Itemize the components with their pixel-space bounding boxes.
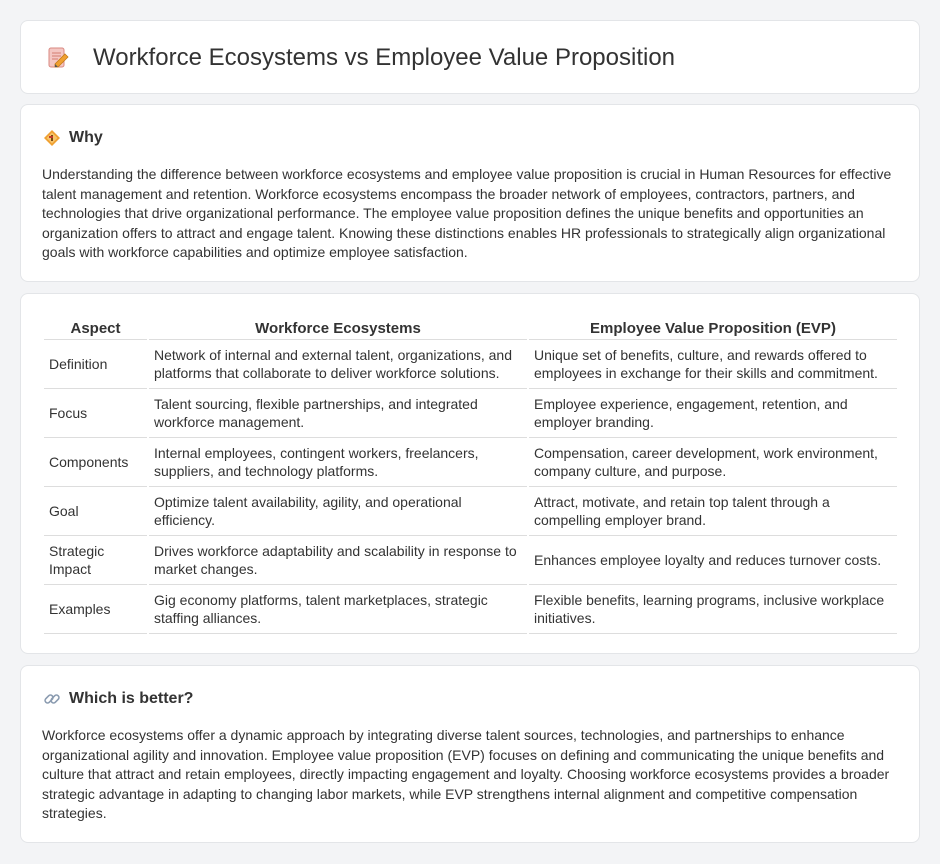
evp-cell: Unique set of benefits, culture, and rewards offered to employees in exchange for their skills and commitment. (529, 340, 897, 389)
table-row (44, 536, 897, 585)
aspect-cell: Components (44, 438, 147, 487)
why-paragraph: Understanding the difference between workforce ecosystems and employee value proposition is crucial in Human Resources for effective talent management and retention. Workforce ecosystems encompass the broader network of employees, contractors, partners, and technologies that drive organizational performance. The employee value proposition defines the unique benefits and opportunities an organization offers to attract and engage talent. Knowing these distinctions enables HR professionals to strategically align organizational goals with workforce capabilities and optimize employee satisfaction. (42, 166, 892, 261)
header-card (20, 20, 920, 94)
workforce-cell: Gig economy platforms, talent marketplaces, strategic staffing alliances. (149, 585, 527, 634)
which-is-better-section (20, 665, 920, 843)
evp-cell: Flexible benefits, learning programs, inclusive workplace initiatives. (529, 585, 897, 634)
table-row (44, 340, 897, 389)
aspect-cell: Goal (44, 487, 147, 536)
document-pencil-icon (45, 45, 71, 71)
table-row (44, 389, 897, 438)
evp-cell: Enhances employee loyalty and reduces turnover costs. (529, 536, 897, 585)
why-heading (43, 127, 103, 149)
page-title: Workforce Ecosystems vs Employee Value Proposition (93, 44, 676, 71)
workforce-cell: Talent sourcing, flexible partnerships, and integrated workforce management. (149, 389, 527, 438)
table-row (44, 585, 897, 634)
workforce-cell: Network of internal and external talent, organizations, and platforms that collaborate to deliver workforce solutions. (149, 340, 527, 389)
workforce-cell: Optimize talent availability, agility, and operational efficiency. (149, 487, 527, 536)
why-title: Why (69, 129, 103, 146)
table-row (44, 487, 897, 536)
link-icon (43, 690, 61, 708)
aspect-cell: Focus (44, 389, 147, 438)
workforce-cell: Drives workforce adaptability and scalability in response to market changes. (149, 536, 527, 585)
column-header-aspect: Aspect (44, 314, 147, 340)
better-paragraph: Workforce ecosystems offer a dynamic approach by integrating diverse talent sources, technologies, and partnerships to enhance organizational agility and innovation. Employee value proposition (EVP) focuses on defining and communicating the unique benefits and culture that attract and retain employees, directly impacting engagement and loyalty. Choosing workforce ecosystems provides a broader strategic advantage in adapting to changing labor markets, while EVP strengthens internal alignment and competitive compensation strategies. (42, 727, 890, 822)
aspect-cell: Examples (44, 585, 147, 634)
aspect-cell: Strategic Impact (44, 536, 147, 585)
evp-cell: Employee experience, engagement, retention, and employer branding. (529, 389, 897, 438)
better-heading (43, 688, 193, 710)
better-title: Which is better? (69, 690, 194, 707)
comparison-table (42, 314, 899, 634)
column-header-workforce-ecosystems: Workforce Ecosystems (149, 314, 527, 340)
table-header-row (44, 314, 897, 340)
workforce-cell: Internal employees, contingent workers, freelancers, suppliers, and technology platforms. (149, 438, 527, 487)
why-section (20, 104, 920, 282)
table-row (44, 438, 897, 487)
diamond-signpost-icon (43, 129, 61, 147)
aspect-cell: Definition (44, 340, 147, 389)
evp-cell: Attract, motivate, and retain top talent through a compelling employer brand. (529, 487, 897, 536)
evp-cell: Compensation, career development, work environment, company culture, and purpose. (529, 438, 897, 487)
column-header-evp: Employee Value Proposition (EVP) (529, 314, 897, 340)
comparison-card (20, 293, 920, 654)
